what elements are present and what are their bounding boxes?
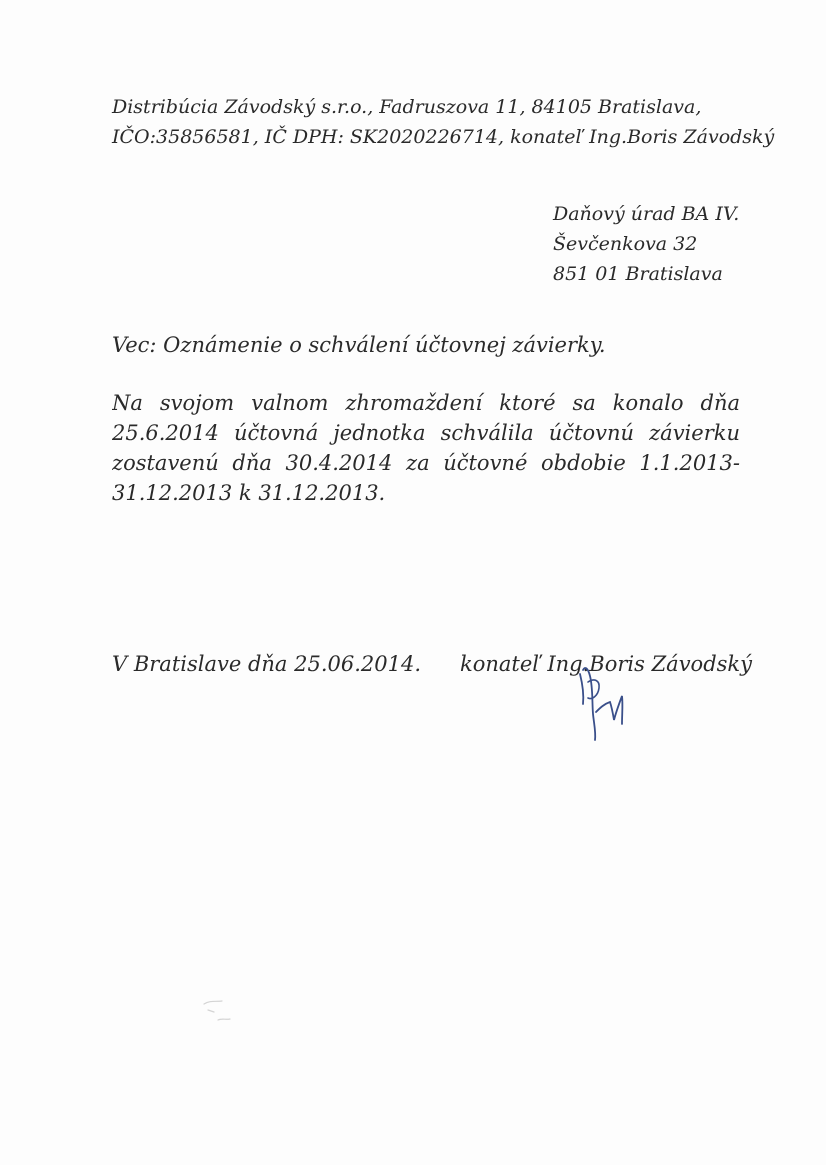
body-line-3: zostavenú dňa 30.4.2014 za účtovné obdobie 1.1.2013- <box>112 451 740 475</box>
recipient-address <box>553 199 739 289</box>
signatory-name: konateľ Ing.Boris Závodský <box>460 652 753 676</box>
body-line-2: 25.6.2014 účtovná jednotka schválila účtovnú závierku <box>112 421 740 445</box>
body-line-4: 31.12.2013 k 31.12.2013. <box>112 481 386 505</box>
recipient-line-1: Daňový úrad BA IV. <box>553 203 740 225</box>
handwritten-signature <box>566 652 636 744</box>
scan-specks <box>196 990 246 1030</box>
recipient-line-3: 851 01 Bratislava <box>553 263 723 285</box>
recipient-line-2: Ševčenkova 32 <box>553 233 698 255</box>
place-date: V Bratislave dňa 25.06.2014. <box>112 652 422 676</box>
letter-body <box>112 388 740 508</box>
sender-block <box>112 92 774 152</box>
sender-line-2: IČO:35856581, IČ DPH: SK2020226714, konateľ Ing.Boris Závodský <box>112 126 775 148</box>
subject-line: Vec: Oznámenie o schválení účtovnej závierky. <box>112 333 606 357</box>
sender-line-1: Distribúcia Závodský s.r.o., Fadruszova 11, 84105 Bratislava, <box>112 96 702 118</box>
body-line-1: Na svojom valnom zhromaždení ktoré sa konalo dňa <box>112 391 740 415</box>
